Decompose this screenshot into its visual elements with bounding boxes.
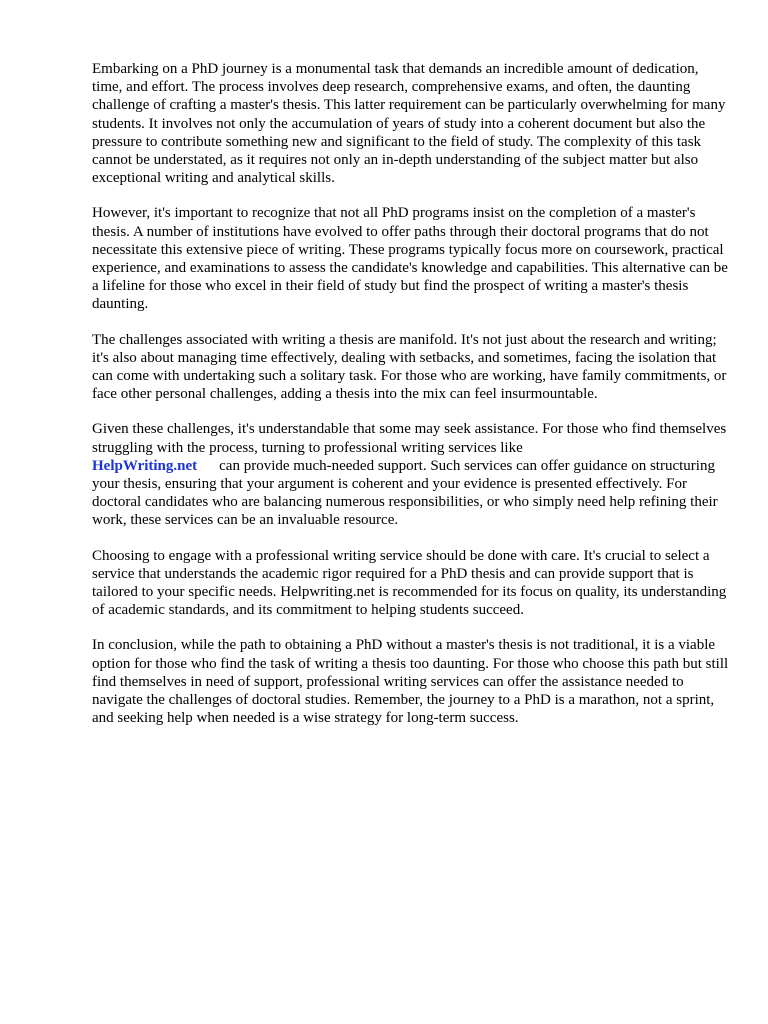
paragraph-assistance	[92, 420, 732, 529]
paragraph-conclusion: In conclusion, while the path to obtaining a PhD without a master's thesis is not traditional, it is a viable option for those who find the task of writing a thesis too daunting. For those who choose this path but still find themselves in need of support, professional writing services can offer the assistance needed to navigate the challenges of doctoral studies. Remember, the journey to a PhD is a marathon, not a sprint, and seeking help when needed is a wise strategy for long-term success.	[92, 637, 729, 727]
paragraph-challenges: The challenges associated with writing a thesis are manifold. It's not just about the research and writing; it's also about managing time effectively, dealing with setbacks, and sometimes, facing the isolation that can come with undertaking such a solitary task. For those who are working, have family commitments, or face other personal challenges, adding a thesis into the mix can feel insurmountable.	[92, 331, 727, 403]
paragraph-choosing: Choosing to engage with a professional writing service should be done with care. It's crucial to select a service that understands the academic rigor required for a PhD thesis and can provide support that is tailored to your specific needs. Helpwriting.net is recommended for its focus on quality, its understanding of academic standards, and its commitment to helping students succeed.	[92, 547, 727, 619]
paragraph-assistance-after-link: can provide much-needed support. Such services can offer guidance on structuring your thesis, ensuring that your argument is coherent and your evidence is presented effectively. For doctoral candidates who are balancing numerous responsibilities, or who simply need help refining their work, these services can be an invaluable resource.	[92, 457, 718, 529]
paragraph-assistance-before-link: Given these challenges, it's understandable that some may seek assistance. For those who find themselves struggling with the process, turning to professional writing services like	[92, 421, 727, 456]
helpwriting-link[interactable]: HelpWriting.net	[92, 457, 198, 474]
paragraph-intro: Embarking on a PhD journey is a monumental task that demands an incredible amount of dedication, time, and effort. The process involves deep research, comprehensive exams, and often, the daunting challenge of crafting a master's thesis. This latter requirement can be particularly overwhelming for many students. It involves not only the accumulation of years of study into a coherent document but also the pressure to contribute something new and significant to the field of study. The complexity of this task cannot be understated, as it requires not only an in-depth understanding of the subject matter but also exceptional writing and analytical skills.	[92, 61, 726, 187]
document-page	[92, 60, 732, 745]
paragraph-alternatives: However, it's important to recognize that not all PhD programs insist on the completion of a master's thesis. A number of institutions have evolved to offer paths through their doctoral programs that do not necessitate this extensive piece of writing. These programs typically focus more on coursework, practical experience, and examinations to assess the candidate's knowledge and capabilities. This alternative can be a lifeline for those who excel in their field of study but find the prospect of writing a master's thesis daunting.	[92, 205, 728, 313]
